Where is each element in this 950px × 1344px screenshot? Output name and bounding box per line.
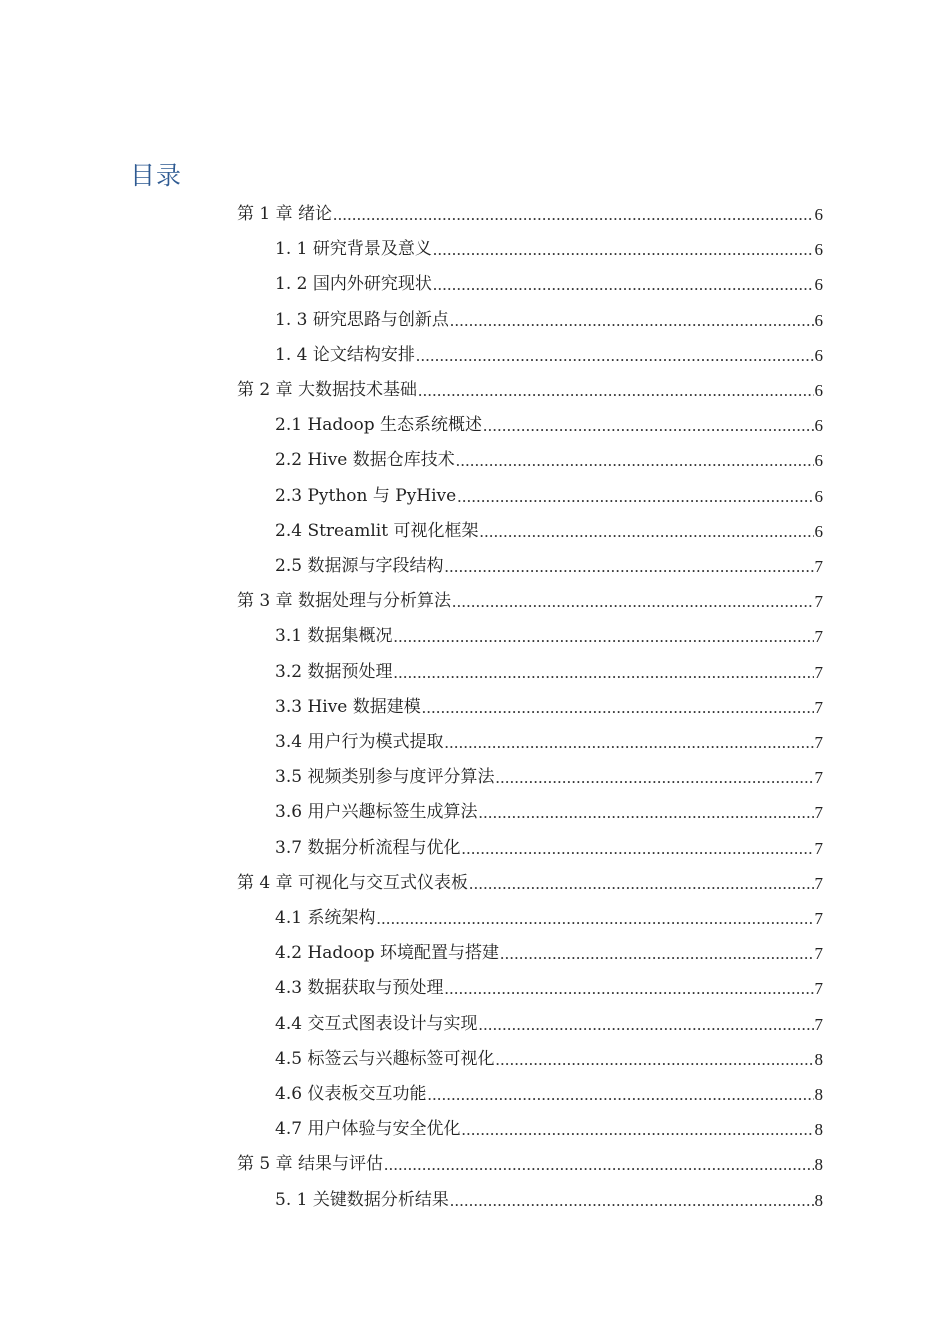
toc-page-number: 6 [814,451,823,471]
toc-page-number: 7 [814,944,823,964]
toc-dot-leader [333,197,813,232]
toc-section-entry[interactable] [275,936,823,971]
toc-section-entry[interactable] [275,267,823,302]
toc-page-number: 6 [814,486,823,506]
toc-dot-leader [444,549,813,584]
toc-dot-leader [444,725,813,760]
toc-chapter-entry[interactable] [237,584,823,619]
toc-page-number: 6 [814,416,823,436]
toc-page-number: 8 [814,1190,823,1210]
toc-page-number: 7 [814,1014,823,1034]
toc-entry-label: 1. 2 国内外研究现状 [275,274,432,295]
toc-page-number: 6 [814,205,823,224]
toc-section-entry[interactable] [275,1112,823,1147]
toc-page-number: 7 [814,733,823,752]
toc-section-entry[interactable] [275,303,823,338]
toc-entry-label: 4.4 交互式图表设计与实现 [275,1013,478,1034]
toc-section-entry[interactable] [275,1042,823,1077]
toc-dot-leader [433,267,814,302]
toc-entry-label: 3.2 数据预处理 [275,661,393,682]
toc-section-entry[interactable] [275,1183,823,1218]
toc-entry-label: 第 1 章 绪论 [237,204,333,224]
toc-page-number: 7 [814,803,823,823]
toc-page-number: 8 [814,1085,823,1104]
toc-dot-leader [433,232,814,267]
toc-dot-leader [483,408,813,443]
toc-title: 目录 [130,161,183,190]
toc-entry-label: 2.4 Streamlit 可视化框架 [275,520,479,541]
toc-section-entry[interactable] [275,443,823,478]
toc-dot-leader [456,443,814,478]
toc-dot-leader [495,1042,813,1077]
toc-page-number: 8 [814,1120,823,1140]
toc-page-number: 6 [814,240,823,260]
toc-page-number: 7 [814,979,823,999]
toc-page-number: 7 [814,909,823,928]
toc-dot-leader [450,1183,814,1218]
toc-section-entry[interactable] [275,901,823,936]
toc-dot-leader [418,373,813,408]
toc-dot-leader [393,619,813,654]
toc-page-number: 6 [814,275,823,295]
toc-page-number: 6 [814,521,823,541]
toc-entry-label: 2.1 Hadoop 生态系统概述 [275,415,483,436]
toc-page-number: 7 [814,697,823,717]
toc-entry-label: 3.4 用户行为模式提取 [275,732,444,752]
toc-page-number: 6 [814,345,823,365]
toc-section-entry[interactable] [275,479,823,514]
toc-entry-label: 3.7 数据分析流程与优化 [275,837,461,858]
toc-entry-label: 4.2 Hadoop 环境配置与搭建 [275,943,500,964]
toc-section-entry[interactable] [275,725,823,760]
toc-section-entry[interactable] [275,831,823,866]
toc-dot-leader [478,1007,813,1042]
toc-entry-label: 2.5 数据源与字段结构 [275,556,444,576]
toc-entry-label: 3.3 Hive 数据建模 [275,696,421,717]
toc-dot-leader [452,584,813,619]
toc-page-number: 7 [814,873,823,893]
toc-dot-leader [422,690,814,725]
toc-entry-label: 1. 4 论文结构安排 [275,344,415,365]
toc-entry-label: 4.7 用户体验与安全优化 [275,1119,461,1140]
toc-entry-label: 3.6 用户兴趣标签生成算法 [275,802,478,823]
toc-dot-leader [461,1112,813,1147]
toc-entry-label: 2.2 Hive 数据仓库技术 [275,450,455,471]
toc-entry-label: 第 2 章 大数据技术基础 [237,380,418,400]
toc-entry-label: 1. 3 研究思路与创新点 [275,309,449,330]
toc-section-entry[interactable] [275,619,823,654]
toc-dot-leader [479,514,813,549]
toc-dot-leader [384,1147,813,1182]
toc-section-entry[interactable] [275,549,823,584]
toc-section-entry[interactable] [275,1007,823,1042]
toc-page-number: 7 [814,557,823,576]
toc-section-entry[interactable] [275,690,823,725]
toc-dot-leader [450,303,814,338]
toc-entry-label: 4.1 系统架构 [275,908,376,928]
toc-page-number: 7 [814,662,823,682]
toc-chapter-entry[interactable] [237,866,823,901]
toc-section-entry[interactable] [275,760,823,795]
toc-section-entry[interactable] [275,232,823,267]
toc-dot-leader [376,901,813,936]
toc-dot-leader [495,760,813,795]
toc-section-entry[interactable] [275,655,823,690]
toc-page-number: 8 [814,1049,823,1069]
toc-entry-label: 4.3 数据获取与预处理 [275,978,444,999]
toc-section-entry[interactable] [275,408,823,443]
toc-dot-leader [444,971,813,1006]
toc-entry-label: 4.6 仪表板交互功能 [275,1084,427,1104]
toc-entry-label: 2.3 Python 与 PyHive [275,485,457,506]
toc-dot-leader [457,479,813,514]
toc-dot-leader [427,1077,813,1112]
toc-chapter-entry[interactable] [237,1147,823,1182]
toc-page-number: 8 [814,1155,823,1175]
toc-dot-leader [500,936,813,971]
toc-chapter-entry[interactable] [237,373,823,408]
toc-entry-label: 第 4 章 可视化与交互式仪表板 [237,872,469,893]
toc-entry-label: 4.5 标签云与兴趣标签可视化 [275,1048,495,1069]
toc-page-number: 6 [814,381,823,400]
toc-page-number: 6 [814,310,823,330]
toc-entry-label: 第 3 章 数据处理与分析算法 [237,591,452,612]
toc-page-number: 7 [814,592,823,612]
toc-section-entry[interactable] [275,1077,823,1112]
toc-dot-leader [393,655,813,690]
toc-entry-label: 3.5 视频类别参与度评分算法 [275,767,495,788]
toc-dot-leader [461,831,813,866]
toc-page-number: 7 [814,768,823,788]
toc-entry-label: 第 5 章 结果与评估 [237,1154,384,1175]
toc-dot-leader [416,338,814,373]
toc-section-entry[interactable] [275,514,823,549]
toc-entry-label: 1. 1 研究背景及意义 [275,239,432,260]
toc-section-entry[interactable] [275,338,823,373]
toc-chapter-entry[interactable] [237,197,823,232]
toc-page-number: 7 [814,627,823,647]
toc-entry-label: 5. 1 关键数据分析结果 [275,1189,449,1210]
toc-dot-leader [478,795,813,830]
toc-section-entry[interactable] [275,795,823,830]
toc-entry-label: 3.1 数据集概况 [275,626,393,647]
toc-section-entry[interactable] [275,971,823,1006]
toc-page-number: 7 [814,838,823,858]
toc-dot-leader [469,866,813,901]
